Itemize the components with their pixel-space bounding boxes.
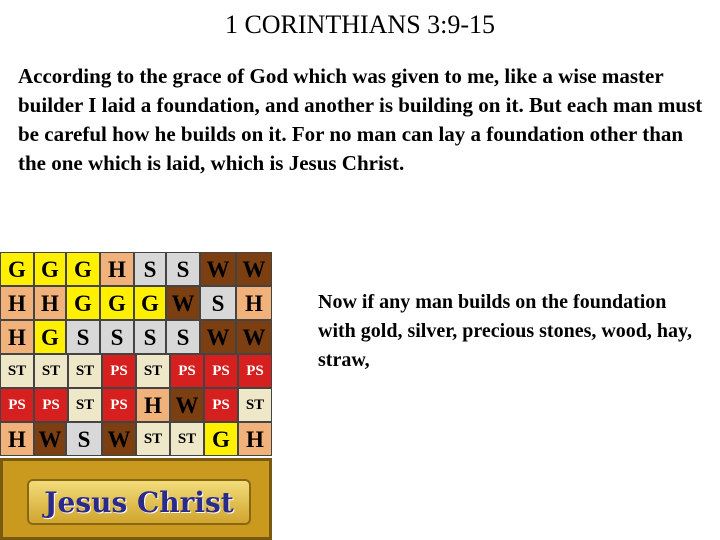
brick-silver: S — [66, 422, 102, 456]
brick-gold: G — [34, 252, 66, 286]
brick-straw: ST — [0, 354, 34, 388]
brick-straw: ST — [136, 354, 170, 388]
brick-precious-stone: PS — [34, 388, 68, 422]
brick-gold: G — [66, 252, 100, 286]
brick-hay: H — [100, 252, 134, 286]
brick-straw: ST — [136, 422, 170, 456]
brick-gold: G — [100, 286, 134, 320]
brick-wood: W — [170, 388, 204, 422]
brick-wood: W — [166, 286, 200, 320]
brick-hay: H — [238, 422, 272, 456]
brick-gold: G — [66, 286, 100, 320]
brick-hay: H — [136, 388, 170, 422]
brick-gold: G — [134, 286, 166, 320]
brick-hay: H — [0, 320, 34, 354]
brick-hay: H — [34, 286, 66, 320]
brick-precious-stone: PS — [0, 388, 34, 422]
brick-hay: H — [0, 422, 34, 456]
brick-silver: S — [134, 252, 166, 286]
brick-wood: W — [200, 320, 236, 354]
brick-precious-stone: PS — [170, 354, 204, 388]
brick-straw: ST — [34, 354, 68, 388]
brick-gold: G — [204, 422, 238, 456]
brick-wood: W — [236, 320, 272, 354]
scripture-paragraph: According to the grace of God which was given to me, like a wise master builder I laid a foundation, and another is building on it. But each man must be careful how he builds on it. For no man can lay a foundation other than the one which is laid, which is Jesus Christ. — [18, 64, 703, 175]
brick-precious-stone: PS — [238, 354, 272, 388]
brick-silver: S — [100, 320, 134, 354]
brick-silver: S — [166, 320, 200, 354]
brick-wood: W — [102, 422, 136, 456]
slide-title: 1 CORINTHIANS 3:9-15 — [224, 10, 496, 39]
brick-wood: W — [236, 252, 272, 286]
brick-precious-stone: PS — [102, 388, 136, 422]
brick-precious-stone: PS — [204, 354, 238, 388]
foundation-plaque — [27, 479, 251, 525]
brick-hay: H — [0, 286, 34, 320]
foundation-label: Jesus Christ — [44, 485, 234, 519]
brick-straw: ST — [238, 388, 272, 422]
brick-straw: ST — [68, 354, 102, 388]
brick-precious-stone: PS — [102, 354, 136, 388]
brick-gold: G — [0, 252, 34, 286]
side-caption: Now if any man builds on the foundation with gold, silver, precious stones, wood, hay, straw, — [318, 291, 692, 371]
brick-straw: ST — [68, 388, 102, 422]
brick-silver: S — [66, 320, 100, 354]
brick-precious-stone: PS — [204, 388, 238, 422]
brick-silver: S — [200, 286, 236, 320]
brick-silver: S — [134, 320, 166, 354]
brick-gold: G — [34, 320, 66, 354]
foundation — [0, 458, 272, 540]
brick-straw: ST — [170, 422, 204, 456]
brick-wood: W — [200, 252, 236, 286]
brick-wood: W — [34, 422, 66, 456]
brick-silver: S — [166, 252, 200, 286]
brick-hay: H — [236, 286, 272, 320]
